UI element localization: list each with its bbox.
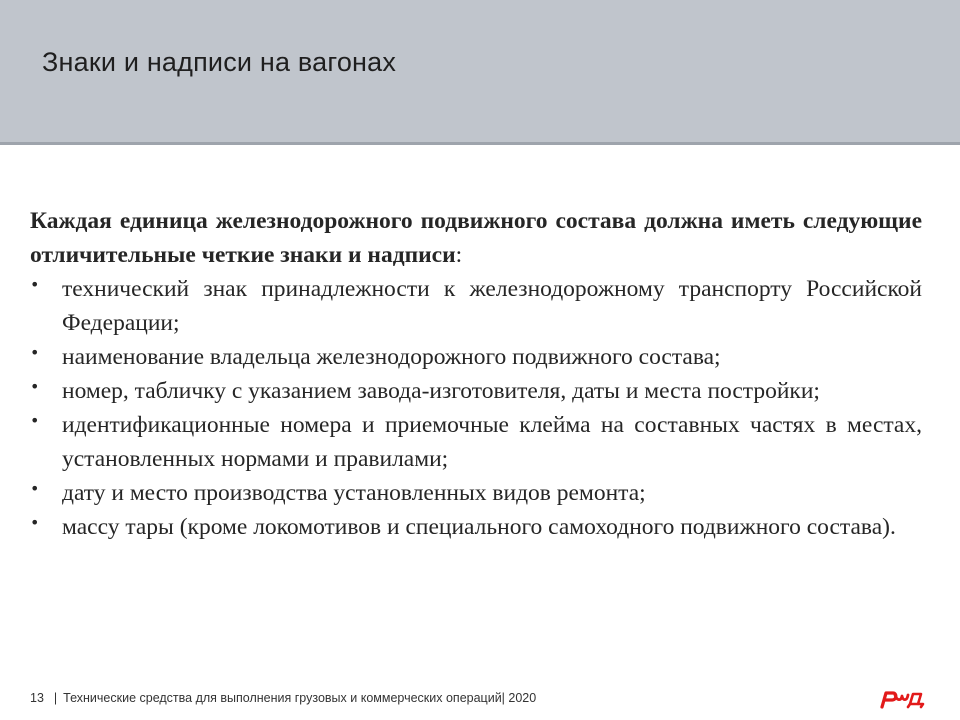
list-item: [30, 272, 922, 340]
bullet-icon: •: [30, 411, 40, 430]
list-item-text: массу тары (кроме локомотивов и специального самоходного подвижного состава).: [62, 514, 896, 540]
list-item-text: наименование владельца железнодорожного подвижного состава;: [62, 344, 721, 370]
list-item-text: дату и место производства установленных видов ремонта;: [62, 480, 646, 506]
list-item: [30, 510, 922, 544]
bullet-icon: •: [30, 479, 40, 498]
list-item: [30, 340, 922, 374]
list-item-text: технический знак принадлежности к железнодорожному транспорту Российской Федерации;: [62, 276, 922, 336]
bullet-icon: •: [30, 343, 40, 362]
lead-paragraph: [30, 204, 922, 272]
bullet-icon: •: [30, 377, 40, 396]
list-item: [30, 408, 922, 476]
lead-bold-text: Каждая единица железнодорожного подвижного состава должна иметь следующие отличительные четкие знаки и надписи: [30, 208, 922, 268]
slide-footer: [30, 691, 536, 705]
page-number: 13: [30, 691, 44, 705]
slide-content: [30, 204, 922, 544]
slide-header: [0, 0, 960, 145]
lead-colon: :: [455, 242, 463, 268]
rzd-logo-icon: [876, 688, 926, 710]
slide-title: Знаки и надписи на вагонах: [42, 47, 397, 77]
list-item: [30, 476, 922, 510]
list-item-text: идентификационные номера и приемочные клейма на составных частях в местах, установленных нормами и правилами;: [62, 412, 922, 472]
footer-separator: |: [53, 691, 58, 705]
bullet-icon: •: [30, 275, 40, 294]
list-item: [30, 374, 922, 408]
bullet-icon: •: [30, 513, 40, 532]
requirements-list: [30, 272, 922, 544]
footer-caption: Технические средства для выполнения грузовых и коммерческих операций| 2020: [63, 691, 537, 705]
list-item-text: номер, табличку с указанием завода-изготовителя, даты и места постройки;: [62, 378, 820, 404]
